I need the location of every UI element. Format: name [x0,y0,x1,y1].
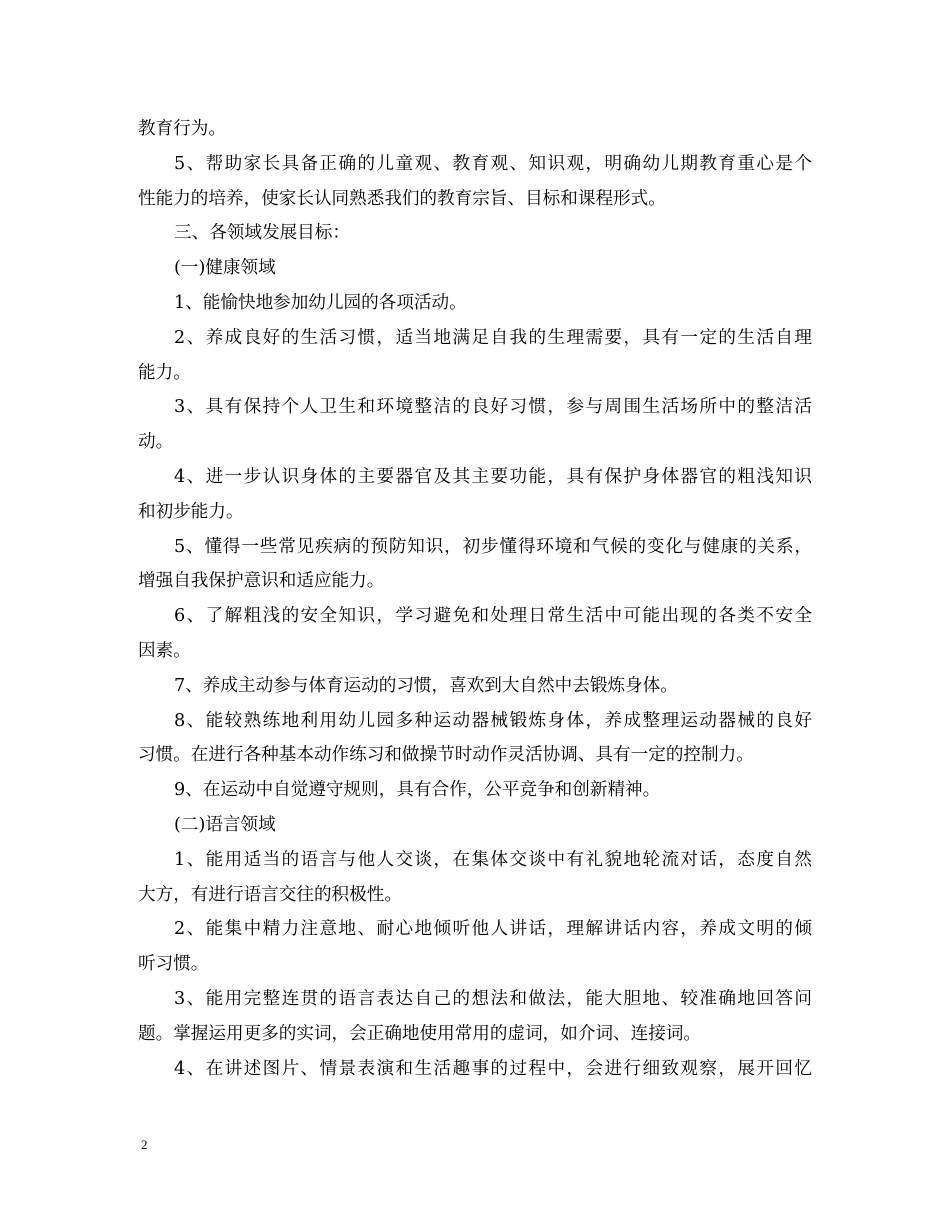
text-line: 3、具有保持个人卫生和环境整洁的良好习惯，参与周围生活场所中的整洁活 [174,397,812,418]
text-line: 因素。 [138,640,191,661]
text-line: 三、各领域发展目标： [174,223,350,244]
text-line: 5、懂得一些常见疾病的预防知识，初步懂得环境和气候的变化与健康的关系， [174,536,812,557]
text-line: 增强自我保护意识和适应能力。 [138,571,385,592]
text-line: 7、养成主动参与体育运动的习惯，喜欢到大自然中去锻炼身体。 [174,675,678,696]
text-line: 4、在讲述图片、情景表演和生活趣事的过程中，会进行细致观察，展开回忆 [174,1058,812,1079]
text-line: 1、能用适当的语言与他人交谈，在集体交谈中有礼貌地轮流对话，态度自然 [174,849,812,870]
text-line: (一)健康领域 [174,258,276,279]
text-line: 教育行为。 [138,119,226,139]
text-line: (二)语言领域 [174,814,276,835]
text-line: 2、养成良好的生活习惯，适当地满足自我的生理需要，具有一定的生活自理 [174,327,812,348]
text-line: 大方，有进行语言交往的积极性。 [138,884,402,905]
text-line: 4、进一步认识身体的主要器官及其主要功能，具有保护身体器官的粗浅知识 [174,466,812,487]
text-line: 能力。 [138,362,191,383]
text-line: 性能力的培养，使家长认同熟悉我们的教育宗旨、目标和课程形式。 [138,188,666,209]
text-line: 1、能愉快地参加幼儿园的各项活动。 [174,292,467,313]
text-line: 题。掌握运用更多的实词，会正确地使用常用的虚词，如介词、连接词。 [138,1023,702,1044]
text-line: 2、能集中精力注意地、耐心地倾听他人讲话，理解讲话内容，养成文明的倾 [174,919,812,940]
text-line: 9、在运动中自觉遵守规则，具有合作，公平竞争和创新精神。 [174,780,661,801]
document-body [138,112,812,1086]
text-line: 5、帮助家长具备正确的儿童观、教育观、知识观，明确幼儿期教育重心是个 [174,153,812,174]
text-line: 3、能用完整连贯的语言表达自己的想法和做法，能大胆地、较准确地回答问 [174,988,812,1009]
text-line: 8、能较熟练地利用幼儿园多种运动器械锻炼身体，养成整理运动器械的良好 [174,710,812,731]
text-line: 和初步能力。 [138,501,244,522]
text-line: 动。 [138,432,174,453]
text-line: 听习惯。 [138,954,209,975]
text-line: 6、了解粗浅的安全知识，学习避免和处理日常生活中可能出现的各类不安全 [174,606,812,627]
page-number: 2 [141,1137,148,1152]
text-line: 习惯。在进行各种基本动作练习和做操节时动作灵活协调、具有一定的控制力。 [138,745,754,766]
